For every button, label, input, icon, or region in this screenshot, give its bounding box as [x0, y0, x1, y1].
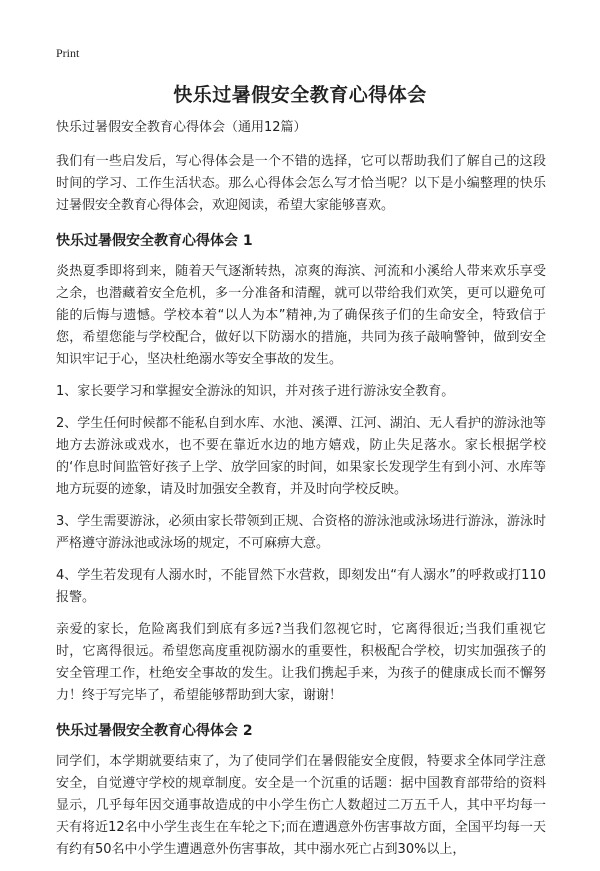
section-1 — [56, 231, 546, 707]
section-paragraph: 4、学生若发现有人溺水时，不能冒然下水营救，即刻发出“有人溺水”的呼救或打110报警。 — [56, 568, 546, 605]
section-paragraph: 2、学生任何时候都不能私自到水库、水池、溪潭、江河、湖泊、无人看护的游泳池等地方去游泳或戏水，也不要在靠近水边的地方嬉戏，防止失足落水。家长根据学校的‘作息时间监管好孩子上学、放学回家的时间，如果家长发现学生有到小河、水库等地方玩耍的迹象，请及时加强安全教育，并及时向学校反映。 — [56, 416, 546, 497]
section-paragraph: 3、学生需要游泳，必须由家长带领到正规、合资格的游泳池或泳场进行游泳，游泳时严格遵守游泳池或泳场的规定，不可麻痹大意。 — [56, 514, 546, 551]
section-2 — [56, 721, 546, 861]
section-paragraph: 亲爱的家长，危险离我们到底有多远?当我们忽视它时，它离得很近;当我们重视它时，它离得很远。希望您高度重视防溺水的重要性，积极配合学校，切实加强孩子的安全管理工作，杜绝安全事故的发生。让我们携起手来，为孩子的健康成长而不懈努力！终于写完毕了，希望能够帮助到大家，谢谢！ — [56, 622, 546, 703]
print-link[interactable]: Print — [56, 46, 80, 60]
article-body — [56, 118, 546, 871]
section-paragraph: 1、家长要学习和掌握安全游泳的知识，并对孩子进行游泳安全教育。 — [56, 384, 455, 399]
section-heading: 快乐过暑假安全教育心得体会 2 — [56, 723, 253, 739]
intro-paragraph: 我们有一些启发后，写心得体会是一个不错的选择，它可以帮助我们了解自己的这段时间的学习、工作生活状态。那么心得体会怎么写才恰当呢？以下是小编整理的快乐过暑假安全教育心得体会，欢迎阅读，希望大家能够喜欢。 — [56, 154, 546, 213]
section-paragraph: 同学们，本学期就要结束了，为了使同学们在暑假能安全度假，特要求全体同学注意安全，自觉遵守学校的规章制度。安全是一个沉重的话题：据中国教育部带给的资料显示，几乎每年因交通事故造成的中小学生伤亡人数超过二万五千人，其中平均每一天有将近12名中小学生丧生在车轮之下;而在遭遇意外伤害事故方面，全国平均每一天有约有50名中小学生遭遇意外伤害事故，其中溺水死亡占到30%以上， — [56, 754, 546, 857]
article-subtitle: 快乐过暑假安全教育心得体会（通用12篇） — [56, 120, 307, 135]
section-heading: 快乐过暑假安全教育心得体会 1 — [56, 233, 253, 249]
page-title: 快乐过暑假安全教育心得体会 — [173, 84, 427, 106]
section-paragraph: 炎热夏季即将到来，随着天气逐渐转热，凉爽的海滨、河流和小溪给人带来欢乐享受之余，也潜藏着安全危机，多一分准备和清醒，就可以带给我们欢笑，更可以避免可能的后悔与遗憾。学校本着“以人为本”精神,为了确保孩子们的生命安全，特致信于您，希望您能与学校配合，做好以下防溺水的措施，共同为孩子敲响警钟，做到安全知识牢记于心，坚决杜绝溺水等安全事故的发生。 — [56, 264, 546, 367]
